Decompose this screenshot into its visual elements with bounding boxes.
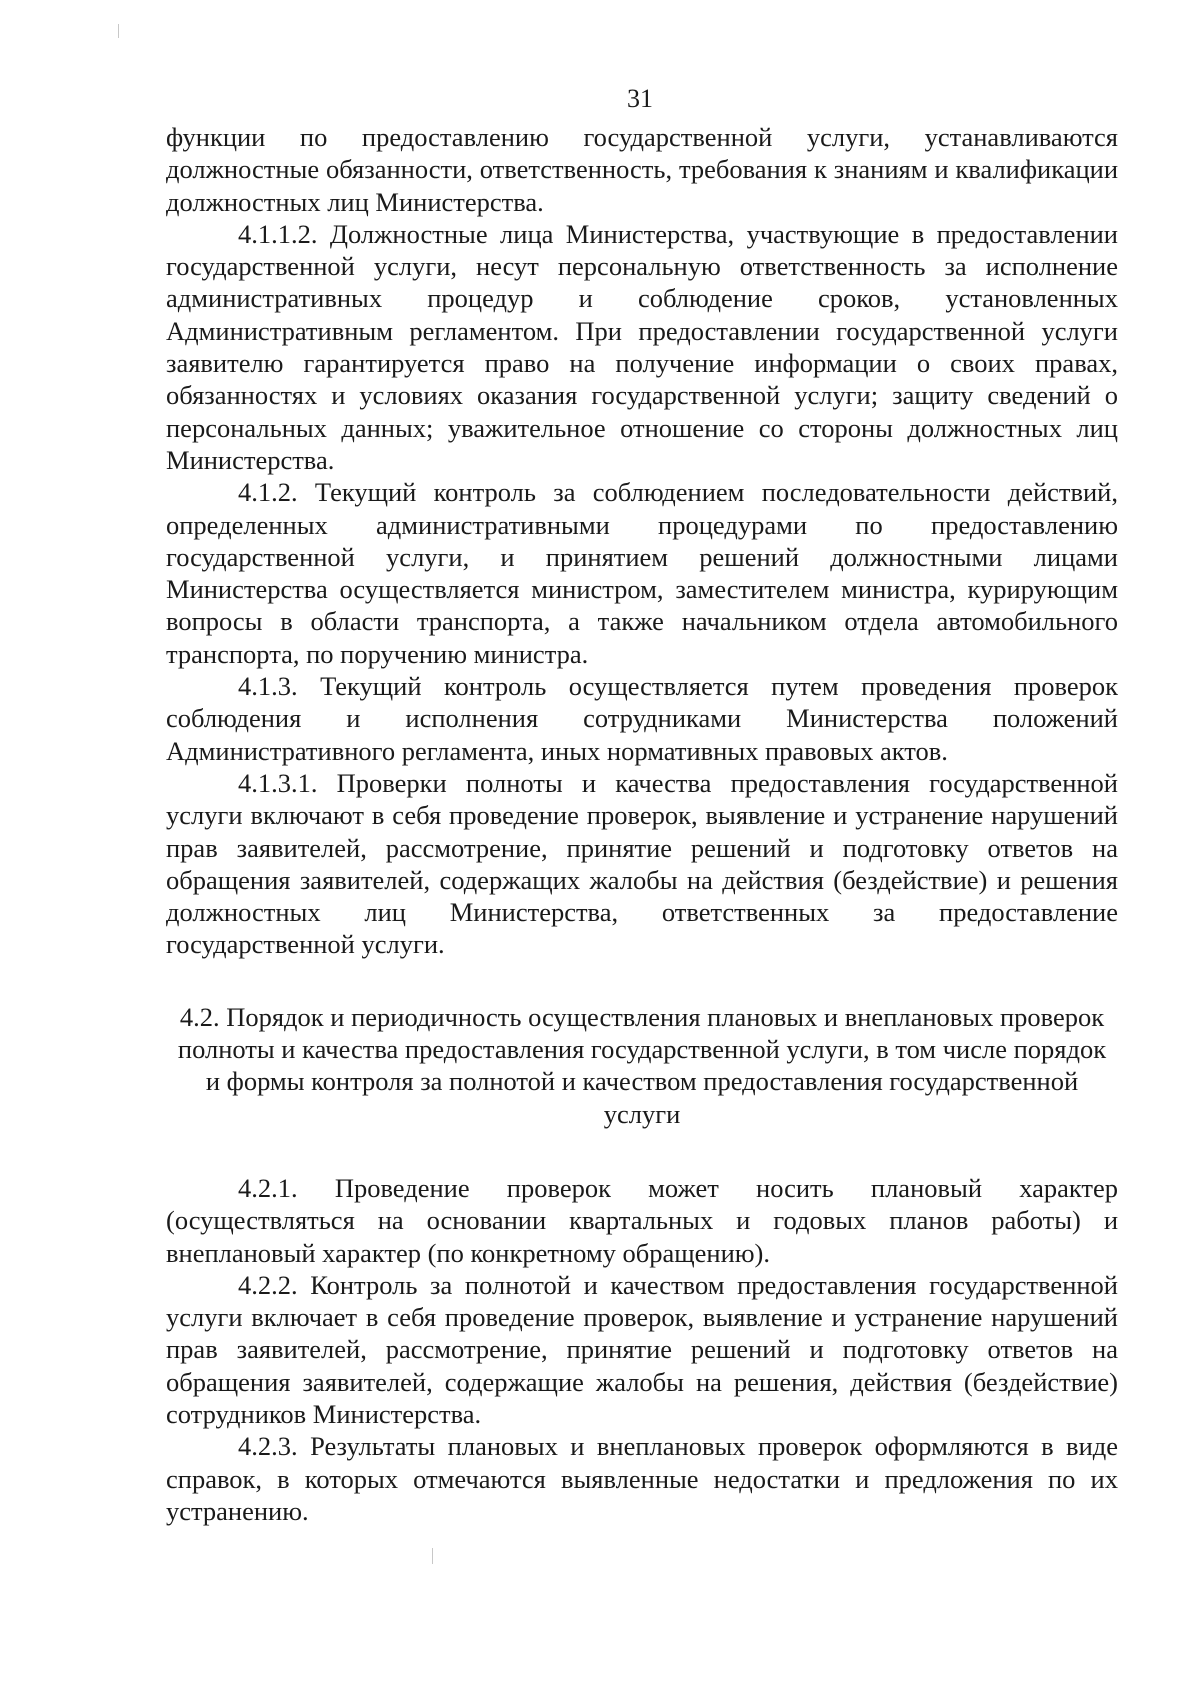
- page-number: 31: [627, 84, 653, 113]
- paragraph-4-2-1: 4.2.1. Проведение проверок может носить плановый характер (осуществляться на основании квартальных и годовых планов работы) и внеплановый характер (по конкретному обращению).: [166, 1172, 1118, 1268]
- paragraph-4-1-2: 4.1.2. Текущий контроль за соблюдением последовательности действий, определенных административными процедурами по предоставлению государственной услуги, и принятием решений должностными лицами Министерства осуществляется министром, заместителем министра, курирующим вопросы в области транспорта, а также начальником отдела автомобильного транспорта, по поручению министра.: [166, 477, 1118, 669]
- paragraph-4-1-1-2: 4.1.1.2. Должностные лица Министерства, участвующие в предоставлении государственной услуги, несут персональную ответственность за исполнение административных процедур и соблюдение сроков, установленных Административным регламентом. При предоставлении государственной услуги заявителю гарантируется право на получение информации о своих правах, обязанностях и условиях оказания государственной услуги; защиту сведений о персональных данных; уважительное отношение со стороны должностных лиц Министерства.: [166, 218, 1118, 475]
- scan-artifact: [118, 24, 119, 38]
- heading-spacer: [166, 1130, 1118, 1172]
- paragraph-4-1-3-1: 4.1.3.1. Проверки полноты и качества предоставления государственной услуги включают в себя проведение проверок, выявление и устранение нарушений прав заявителей, рассмотрение, принятие решений и подготовку ответов на обращения заявителей, содержащих жалобы на действия (бездействие) и решения должностных лиц Министерства, ответственных за предоставление государственной услуги.: [166, 767, 1118, 960]
- scan-artifact: [432, 1548, 433, 1564]
- paragraph-continuation: функции по предоставлению государственной услуги, устанавливаются должностные обязанности, ответственность, требования к знаниям и квалификации должностных лиц Министерства.: [166, 122, 1118, 217]
- paragraph-4-1-3: 4.1.3. Текущий контроль осуществляется путем проведения проверок соблюдения и исполнения сотрудниками Министерства положений Административного регламента, иных нормативных правовых актов.: [166, 671, 1118, 766]
- document-body: [166, 121, 1118, 1527]
- paragraph-4-2-2: 4.2.2. Контроль за полнотой и качеством предоставления государственной услуги включает в себя проведение проверок, выявление и устранение нарушений прав заявителей, рассмотрение, принятие решений и подготовку ответов на обращения заявителей, содержащие жалобы на решения, действия (бездействие) сотрудников Министерства.: [166, 1269, 1118, 1429]
- section-heading-4-2: 4.2. Порядок и периодичность осуществления плановых и внеплановых проверок полноты и качества предоставления государственной услуги, в том числе порядок и формы контроля за полнотой и качеством предоставления государственной услуги: [177, 1001, 1107, 1129]
- paragraph-4-2-3: 4.2.3. Результаты плановых и внеплановых проверок оформляются в виде справок, в которых отмечаются выявленные недостатки и предложения по их устранению.: [166, 1431, 1118, 1526]
